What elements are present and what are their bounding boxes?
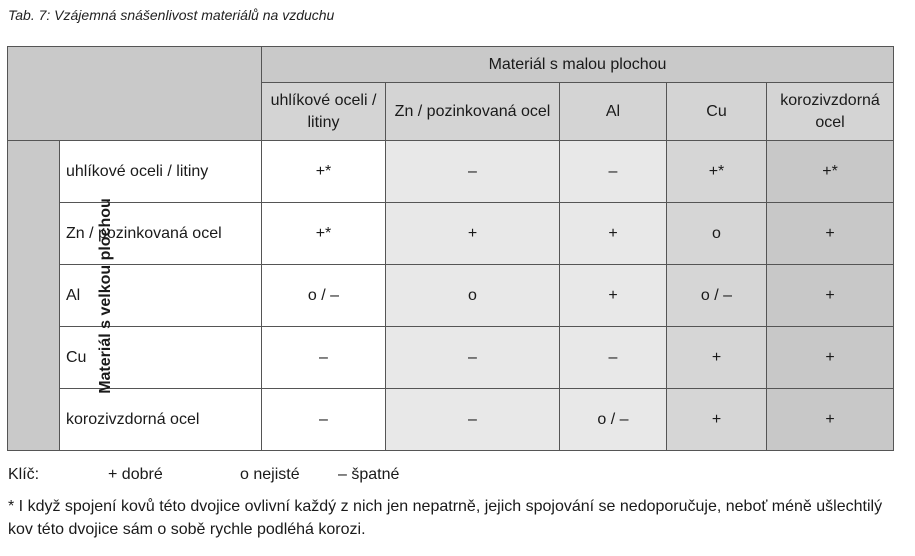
table-cell: o bbox=[667, 203, 767, 265]
row-header: uhlíkové oceli / litiny bbox=[60, 141, 262, 203]
table-cell: + bbox=[386, 203, 560, 265]
large-area-header-label: Materiál s velkou plochou bbox=[96, 197, 114, 394]
table-cell: – bbox=[262, 327, 386, 389]
table-cell: o / – bbox=[667, 265, 767, 327]
small-area-header: Materiál s malou plochou bbox=[262, 47, 894, 83]
row-header: korozivzdorná ocel bbox=[60, 389, 262, 451]
table-caption: Tab. 7: Vzájemná snášenlivost materiálů na vzduchu bbox=[8, 7, 335, 23]
row-header: Cu bbox=[60, 327, 262, 389]
footnote: * I když spojení kovů této dvojice ovlivní každý z nich jen nepatrně, jejich spojování se nedoporučuje, neboť méně ušlechtilý kov této dvojice sám o sobě rychle podléhá korozi. bbox=[8, 498, 883, 538]
table-cell: + bbox=[767, 327, 894, 389]
table-cell: – bbox=[386, 141, 560, 203]
table-cell: o / – bbox=[560, 389, 667, 451]
table-cell: + bbox=[667, 327, 767, 389]
table-cell: +* bbox=[262, 203, 386, 265]
legend-title: Klíč: bbox=[8, 466, 40, 483]
column-header: uhlíkové oceli / litiny bbox=[262, 83, 386, 141]
table-cell: + bbox=[560, 265, 667, 327]
legend-uncertain: o nejisté bbox=[240, 466, 300, 483]
table-row bbox=[8, 327, 894, 389]
table-cell: + bbox=[560, 203, 667, 265]
table-cell: +* bbox=[767, 141, 894, 203]
table-row bbox=[8, 203, 894, 265]
table-cell: – bbox=[262, 389, 386, 451]
table-cell: – bbox=[386, 327, 560, 389]
table-corner bbox=[8, 47, 262, 141]
table-row bbox=[8, 265, 894, 327]
legend-bad: – špatné bbox=[338, 466, 400, 483]
legend bbox=[8, 466, 399, 484]
table-cell: + bbox=[667, 389, 767, 451]
table-cell: o / – bbox=[262, 265, 386, 327]
table-cell: + bbox=[767, 203, 894, 265]
column-header: Zn / pozinkovaná ocel bbox=[386, 83, 560, 141]
column-header: korozivzdorná ocel bbox=[767, 83, 894, 141]
table-cell: – bbox=[386, 389, 560, 451]
column-header: Cu bbox=[667, 83, 767, 141]
table-cell: – bbox=[560, 327, 667, 389]
table-cell: – bbox=[560, 141, 667, 203]
table-cell: + bbox=[767, 389, 894, 451]
table-row bbox=[8, 389, 894, 451]
table-cell: + bbox=[767, 265, 894, 327]
legend-good: + dobré bbox=[108, 466, 163, 483]
table-row bbox=[8, 141, 894, 203]
row-header: Al bbox=[60, 265, 262, 327]
column-header: Al bbox=[560, 83, 667, 141]
table-cell: +* bbox=[262, 141, 386, 203]
row-header: Zn / pozinkovaná ocel bbox=[60, 203, 262, 265]
table-cell: o bbox=[386, 265, 560, 327]
compatibility-table bbox=[7, 46, 894, 451]
table-cell: +* bbox=[667, 141, 767, 203]
